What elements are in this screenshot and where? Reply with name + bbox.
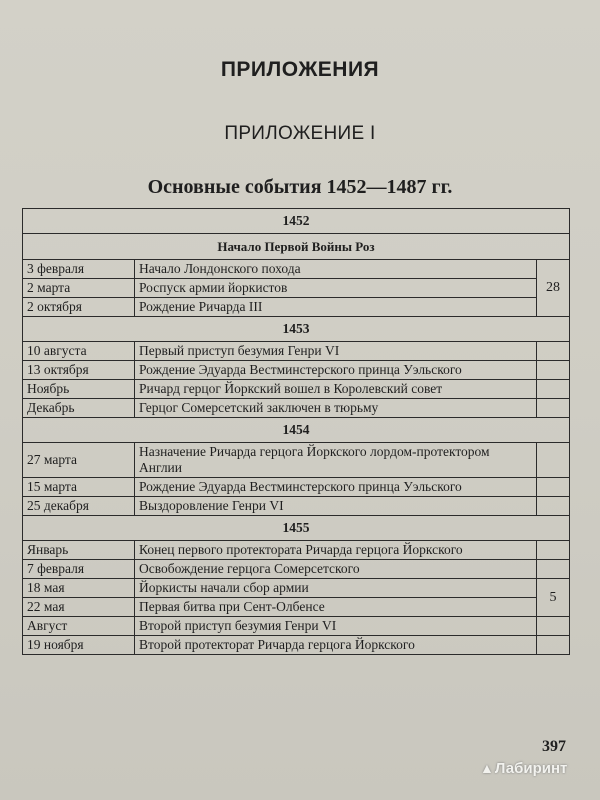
event-cell: Ричард герцог Йоркский вошел в Королевский совет: [135, 380, 537, 399]
heading-label: Начало Первой Войны Роз: [23, 234, 570, 260]
note-cell: [537, 541, 570, 560]
date-cell: Декабрь: [23, 399, 135, 418]
table-row: [23, 497, 570, 516]
event-cell: Начало Лондонского похода: [135, 260, 537, 279]
event-cell: Герцог Сомерсетский заключен в тюрьму: [135, 399, 537, 418]
note-cell: 28: [537, 260, 570, 317]
note-cell: [537, 380, 570, 399]
event-cell: Конец первого протектората Ричарда герцога Йоркского: [135, 541, 537, 560]
year-row-1453: [23, 317, 570, 342]
table-row: [23, 478, 570, 497]
table-row: [23, 579, 570, 598]
note-cell: 5: [537, 579, 570, 617]
date-cell: 22 мая: [23, 598, 135, 617]
table-row: [23, 443, 570, 478]
appendix-title: ПРИЛОЖЕНИЕ I: [224, 123, 376, 144]
date-cell: Ноябрь: [23, 380, 135, 399]
event-cell: Рождение Эдуарда Вестминстерского принца Уэльского: [135, 361, 537, 380]
date-cell: 13 октября: [23, 361, 135, 380]
event-cell: Назначение Ричарда герцога Йоркского лордом-протектором Англии: [135, 443, 537, 478]
year-row-1452: [23, 209, 570, 234]
labirint-logo: [480, 760, 567, 777]
date-cell: Август: [23, 617, 135, 636]
date-cell: 19 ноября: [23, 636, 135, 655]
table-row: [23, 617, 570, 636]
logo-text: Лабиринт: [494, 760, 568, 777]
year-label: 1453: [23, 317, 570, 342]
heading-row: [23, 234, 570, 260]
date-cell: 25 декабря: [23, 497, 135, 516]
table-title: Основные события 1452—1487 гг.: [147, 176, 453, 198]
table-row: [23, 279, 570, 298]
event-cell: Рождение Эдуарда Вестминстерского принца Уэльского: [135, 478, 537, 497]
date-cell: 10 августа: [23, 342, 135, 361]
event-cell: Йоркисты начали сбор армии: [135, 579, 537, 598]
table-row: [23, 380, 570, 399]
section-title: ПРИЛОЖЕНИЯ: [220, 58, 380, 81]
page-number: 397: [542, 738, 566, 755]
table-row: [23, 598, 570, 617]
date-cell: 27 марта: [23, 443, 135, 478]
note-cell: [537, 636, 570, 655]
note-cell: [537, 617, 570, 636]
date-cell: 7 февраля: [23, 560, 135, 579]
table-row: [23, 342, 570, 361]
note-cell: [537, 399, 570, 418]
date-cell: Январь: [23, 541, 135, 560]
note-cell: [537, 560, 570, 579]
note-cell: [537, 497, 570, 516]
year-label: 1455: [23, 516, 570, 541]
year-row-1455: [23, 516, 570, 541]
table-row: [23, 636, 570, 655]
event-cell: Первая битва при Сент-Олбенсе: [135, 598, 537, 617]
event-cell: Второй протекторат Ричарда герцога Йоркского: [135, 636, 537, 655]
note-cell: [537, 443, 570, 478]
note-cell: [537, 361, 570, 380]
table-row: [23, 298, 570, 317]
table-row: [23, 541, 570, 560]
event-cell: Второй приступ безумия Генри VI: [135, 617, 537, 636]
table-row: [23, 399, 570, 418]
note-cell: [537, 478, 570, 497]
event-cell: Освобождение герцога Сомерсетского: [135, 560, 537, 579]
year-label: 1454: [23, 418, 570, 443]
table-row: [23, 260, 570, 279]
date-cell: 18 мая: [23, 579, 135, 598]
note-cell: [537, 342, 570, 361]
date-cell: 2 марта: [23, 279, 135, 298]
table-row: [23, 361, 570, 380]
date-cell: 15 марта: [23, 478, 135, 497]
event-cell: Роспуск армии йоркистов: [135, 279, 537, 298]
date-cell: 3 февраля: [23, 260, 135, 279]
events-table: [22, 208, 570, 655]
year-row-1454: [23, 418, 570, 443]
year-label: 1452: [23, 209, 570, 234]
labirint-logo-icon: ▲: [480, 760, 494, 776]
event-cell: Первый приступ безумия Генри VI: [135, 342, 537, 361]
date-cell: 2 октября: [23, 298, 135, 317]
event-cell: Выздоровление Генри VI: [135, 497, 537, 516]
table-row: [23, 560, 570, 579]
event-cell: Рождение Ричарда III: [135, 298, 537, 317]
